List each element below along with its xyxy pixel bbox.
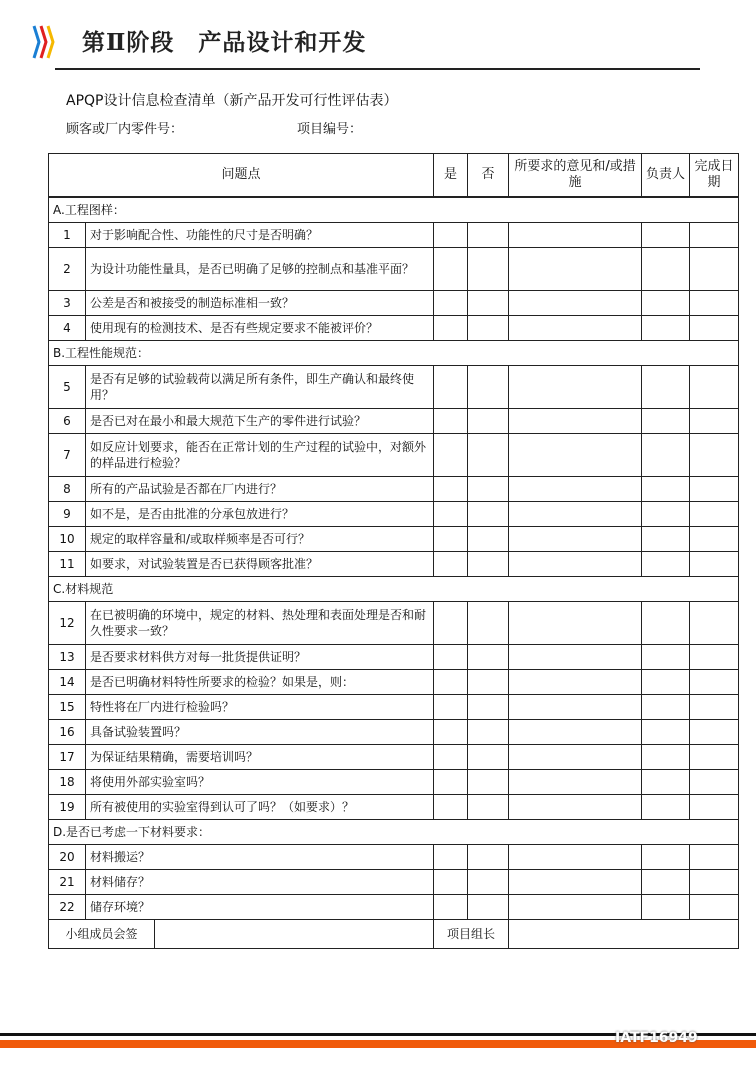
yes-cell[interactable]: [434, 895, 468, 920]
yes-cell[interactable]: [434, 502, 468, 527]
table-row: [49, 645, 739, 670]
owner-cell[interactable]: [642, 248, 690, 291]
col-header: 否: [468, 154, 509, 198]
date-cell[interactable]: [690, 745, 739, 770]
yes-cell[interactable]: [434, 695, 468, 720]
item-number: 11: [49, 552, 86, 577]
item-question: 为设计功能性量具，是否已明确了足够的控制点和基准平面？: [86, 248, 434, 291]
table-row: [49, 316, 739, 341]
no-cell[interactable]: [468, 720, 509, 745]
date-cell[interactable]: [690, 316, 739, 341]
item-question: 是否要求材料供方对每一批货提供证明？: [86, 645, 434, 670]
no-cell[interactable]: [468, 602, 509, 645]
item-number: 13: [49, 645, 86, 670]
item-number: 18: [49, 770, 86, 795]
owner-cell[interactable]: [642, 670, 690, 695]
table-row: [49, 770, 739, 795]
col-header: 所要求的意见和/或措施: [509, 154, 642, 198]
project-no-label: 项目编号：: [297, 122, 363, 137]
item-number: 1: [49, 223, 86, 248]
table-row: [49, 409, 739, 434]
yes-cell[interactable]: [434, 366, 468, 409]
yes-cell[interactable]: [434, 770, 468, 795]
item-question: 如不是，是否由批准的分承包放进行？: [86, 502, 434, 527]
no-cell[interactable]: [468, 845, 509, 870]
table-row: [49, 434, 739, 477]
section-title: C.材料规范: [49, 577, 739, 602]
owner-cell[interactable]: [642, 291, 690, 316]
table-row: [49, 602, 739, 645]
item-question: 规定的取样容量和/或取样频率是否可行？: [86, 527, 434, 552]
action-cell[interactable]: [509, 223, 642, 248]
date-cell[interactable]: [690, 870, 739, 895]
table-row: [49, 291, 739, 316]
yes-cell[interactable]: [434, 602, 468, 645]
yes-cell[interactable]: [434, 248, 468, 291]
table-row: [49, 745, 739, 770]
form-subtitle: APQP设计信息检查清单（新产品开发可行性评估表）: [66, 93, 398, 109]
no-cell[interactable]: [468, 248, 509, 291]
owner-cell[interactable]: [642, 845, 690, 870]
date-cell[interactable]: [690, 770, 739, 795]
no-cell[interactable]: [468, 434, 509, 477]
date-cell[interactable]: [690, 645, 739, 670]
no-cell[interactable]: [468, 770, 509, 795]
item-number: 14: [49, 670, 86, 695]
section-row: [49, 820, 739, 845]
yes-cell[interactable]: [434, 291, 468, 316]
yes-cell[interactable]: [434, 645, 468, 670]
owner-cell[interactable]: [642, 502, 690, 527]
action-cell[interactable]: [509, 645, 642, 670]
date-cell[interactable]: [690, 602, 739, 645]
no-cell[interactable]: [468, 552, 509, 577]
leader-sign-field[interactable]: [509, 920, 739, 949]
date-cell[interactable]: [690, 409, 739, 434]
date-cell[interactable]: [690, 366, 739, 409]
no-cell[interactable]: [468, 645, 509, 670]
action-cell[interactable]: [509, 502, 642, 527]
action-cell[interactable]: [509, 845, 642, 870]
section-row: [49, 577, 739, 602]
owner-cell[interactable]: [642, 695, 690, 720]
yes-cell[interactable]: [434, 795, 468, 820]
action-cell[interactable]: [509, 670, 642, 695]
item-question: 具备试验装置吗？: [86, 720, 434, 745]
owner-cell[interactable]: [642, 527, 690, 552]
yes-cell[interactable]: [434, 720, 468, 745]
col-header: 是: [434, 154, 468, 198]
date-cell[interactable]: [690, 223, 739, 248]
table-row: [49, 366, 739, 409]
action-cell[interactable]: [509, 409, 642, 434]
table-row: [49, 670, 739, 695]
signature-row: [49, 920, 739, 949]
no-cell[interactable]: [468, 477, 509, 502]
table-row: [49, 223, 739, 248]
action-cell[interactable]: [509, 720, 642, 745]
date-cell[interactable]: [690, 248, 739, 291]
section-title: B.工程性能规范：: [49, 341, 739, 366]
no-cell[interactable]: [468, 223, 509, 248]
table-row: [49, 795, 739, 820]
table-row: [49, 552, 739, 577]
action-cell[interactable]: [509, 895, 642, 920]
item-question: 如要求，对试验装置是否已获得顾客批准？: [86, 552, 434, 577]
action-cell[interactable]: [509, 795, 642, 820]
section-title: D.是否已考虑一下材料要求：: [49, 820, 739, 845]
date-cell[interactable]: [690, 670, 739, 695]
owner-cell[interactable]: [642, 602, 690, 645]
yes-cell[interactable]: [434, 434, 468, 477]
table-row: [49, 845, 739, 870]
item-number: 10: [49, 527, 86, 552]
yes-cell[interactable]: [434, 527, 468, 552]
date-cell[interactable]: [690, 527, 739, 552]
no-cell[interactable]: [468, 291, 509, 316]
item-question: 所有被使用的实验室得到认可了吗？（如要求）？: [86, 795, 434, 820]
action-cell[interactable]: [509, 477, 642, 502]
table-row: [49, 477, 739, 502]
item-question: 所有的产品试验是否都在厂内进行？: [86, 477, 434, 502]
yes-cell[interactable]: [434, 552, 468, 577]
table-row: [49, 502, 739, 527]
owner-cell[interactable]: [642, 795, 690, 820]
item-question: 储存环境？: [86, 895, 434, 920]
item-question: 将使用外部实验室吗？: [86, 770, 434, 795]
owner-cell[interactable]: [642, 745, 690, 770]
item-number: 16: [49, 720, 86, 745]
no-cell[interactable]: [468, 870, 509, 895]
table-row: [49, 248, 739, 291]
action-cell[interactable]: [509, 745, 642, 770]
item-question: 材料搬运？: [86, 845, 434, 870]
item-question: 是否已明确材料特性所要求的检验？如果是，则：: [86, 670, 434, 695]
item-number: 9: [49, 502, 86, 527]
customer-part-label: 顾客或厂内零件号：: [66, 122, 184, 137]
no-cell[interactable]: [468, 895, 509, 920]
item-number: 12: [49, 602, 86, 645]
table-row: [49, 870, 739, 895]
item-number: 22: [49, 895, 86, 920]
yes-cell[interactable]: [434, 845, 468, 870]
no-cell[interactable]: [468, 695, 509, 720]
item-number: 5: [49, 366, 86, 409]
no-cell[interactable]: [468, 527, 509, 552]
yes-cell[interactable]: [434, 670, 468, 695]
owner-cell[interactable]: [642, 720, 690, 745]
yes-cell[interactable]: [434, 870, 468, 895]
item-question: 特性将在厂内进行检验吗？: [86, 695, 434, 720]
owner-cell[interactable]: [642, 477, 690, 502]
no-cell[interactable]: [468, 316, 509, 341]
item-question: 如反应计划要求，能否在正常计划的生产过程的试验中，对额外的样品进行检验？: [86, 434, 434, 477]
item-number: 8: [49, 477, 86, 502]
section-row: [49, 341, 739, 366]
watermark: IATF16949: [615, 1030, 698, 1046]
owner-cell[interactable]: [642, 434, 690, 477]
item-question: 是否有足够的试验载荷以满足所有条件，即生产确认和最终使用？: [86, 366, 434, 409]
action-cell[interactable]: [509, 366, 642, 409]
item-number: 3: [49, 291, 86, 316]
col-header: 负责人: [642, 154, 690, 198]
action-cell[interactable]: [509, 870, 642, 895]
action-cell[interactable]: [509, 602, 642, 645]
item-number: 15: [49, 695, 86, 720]
item-question: 为保证结果精确，需要培训吗？: [86, 745, 434, 770]
date-cell[interactable]: [690, 291, 739, 316]
page-title: 第Ⅱ阶段 产品设计和开发: [82, 29, 367, 56]
owner-cell[interactable]: [642, 770, 690, 795]
action-cell[interactable]: [509, 316, 642, 341]
col-question: 问题点: [49, 154, 434, 198]
no-cell[interactable]: [468, 745, 509, 770]
action-cell[interactable]: [509, 291, 642, 316]
action-cell[interactable]: [509, 695, 642, 720]
item-number: 7: [49, 434, 86, 477]
yes-cell[interactable]: [434, 745, 468, 770]
table-row: [49, 695, 739, 720]
item-number: 4: [49, 316, 86, 341]
owner-cell[interactable]: [642, 316, 690, 341]
chevron-logo-icon: [32, 24, 56, 60]
section-row: [49, 197, 739, 223]
date-cell[interactable]: [690, 434, 739, 477]
owner-cell[interactable]: [642, 870, 690, 895]
owner-cell[interactable]: [642, 409, 690, 434]
owner-cell[interactable]: [642, 366, 690, 409]
date-cell[interactable]: [690, 552, 739, 577]
table-row: [49, 895, 739, 920]
no-cell[interactable]: [468, 502, 509, 527]
action-cell[interactable]: [509, 527, 642, 552]
date-cell[interactable]: [690, 720, 739, 745]
date-cell[interactable]: [690, 795, 739, 820]
item-number: 17: [49, 745, 86, 770]
yes-cell[interactable]: [434, 316, 468, 341]
item-question: 是否已对在最小和最大规范下生产的零件进行试验？: [86, 409, 434, 434]
item-question: 对于影响配合性、功能性的尺寸是否明确？: [86, 223, 434, 248]
action-cell[interactable]: [509, 770, 642, 795]
members-sign-label: 小组成员会签: [49, 920, 155, 948]
table-row: [49, 720, 739, 745]
date-cell[interactable]: [690, 695, 739, 720]
item-number: 2: [49, 248, 86, 291]
date-cell[interactable]: [690, 845, 739, 870]
yes-cell[interactable]: [434, 409, 468, 434]
item-number: 21: [49, 870, 86, 895]
owner-cell[interactable]: [642, 223, 690, 248]
item-question: 使用现有的检测技术、是否有些规定要求不能被评价？: [86, 316, 434, 341]
action-cell[interactable]: [509, 248, 642, 291]
owner-cell[interactable]: [642, 895, 690, 920]
item-question: 材料储存？: [86, 870, 434, 895]
item-number: 6: [49, 409, 86, 434]
section-title: A.工程图样：: [49, 197, 739, 223]
checklist-table: [48, 153, 739, 949]
item-number: 20: [49, 845, 86, 870]
owner-cell[interactable]: [642, 552, 690, 577]
no-cell[interactable]: [468, 409, 509, 434]
owner-cell[interactable]: [642, 645, 690, 670]
date-cell[interactable]: [690, 895, 739, 920]
table-header: [49, 154, 739, 198]
date-cell[interactable]: [690, 477, 739, 502]
leader-label: 项目组长: [434, 920, 509, 949]
col-header: 完成日期: [690, 154, 739, 198]
item-question: 公差是否和被接受的制造标准相一致？: [86, 291, 434, 316]
yes-cell[interactable]: [434, 477, 468, 502]
no-cell[interactable]: [468, 670, 509, 695]
item-question: 在已被明确的环境中，规定的材料、热处理和表面处理是否和耐久性要求一致？: [86, 602, 434, 645]
table-row: [49, 527, 739, 552]
action-cell[interactable]: [509, 552, 642, 577]
date-cell[interactable]: [690, 502, 739, 527]
action-cell[interactable]: [509, 434, 642, 477]
yes-cell[interactable]: [434, 223, 468, 248]
no-cell[interactable]: [468, 795, 509, 820]
title-divider: [55, 68, 700, 70]
item-number: 19: [49, 795, 86, 820]
no-cell[interactable]: [468, 366, 509, 409]
